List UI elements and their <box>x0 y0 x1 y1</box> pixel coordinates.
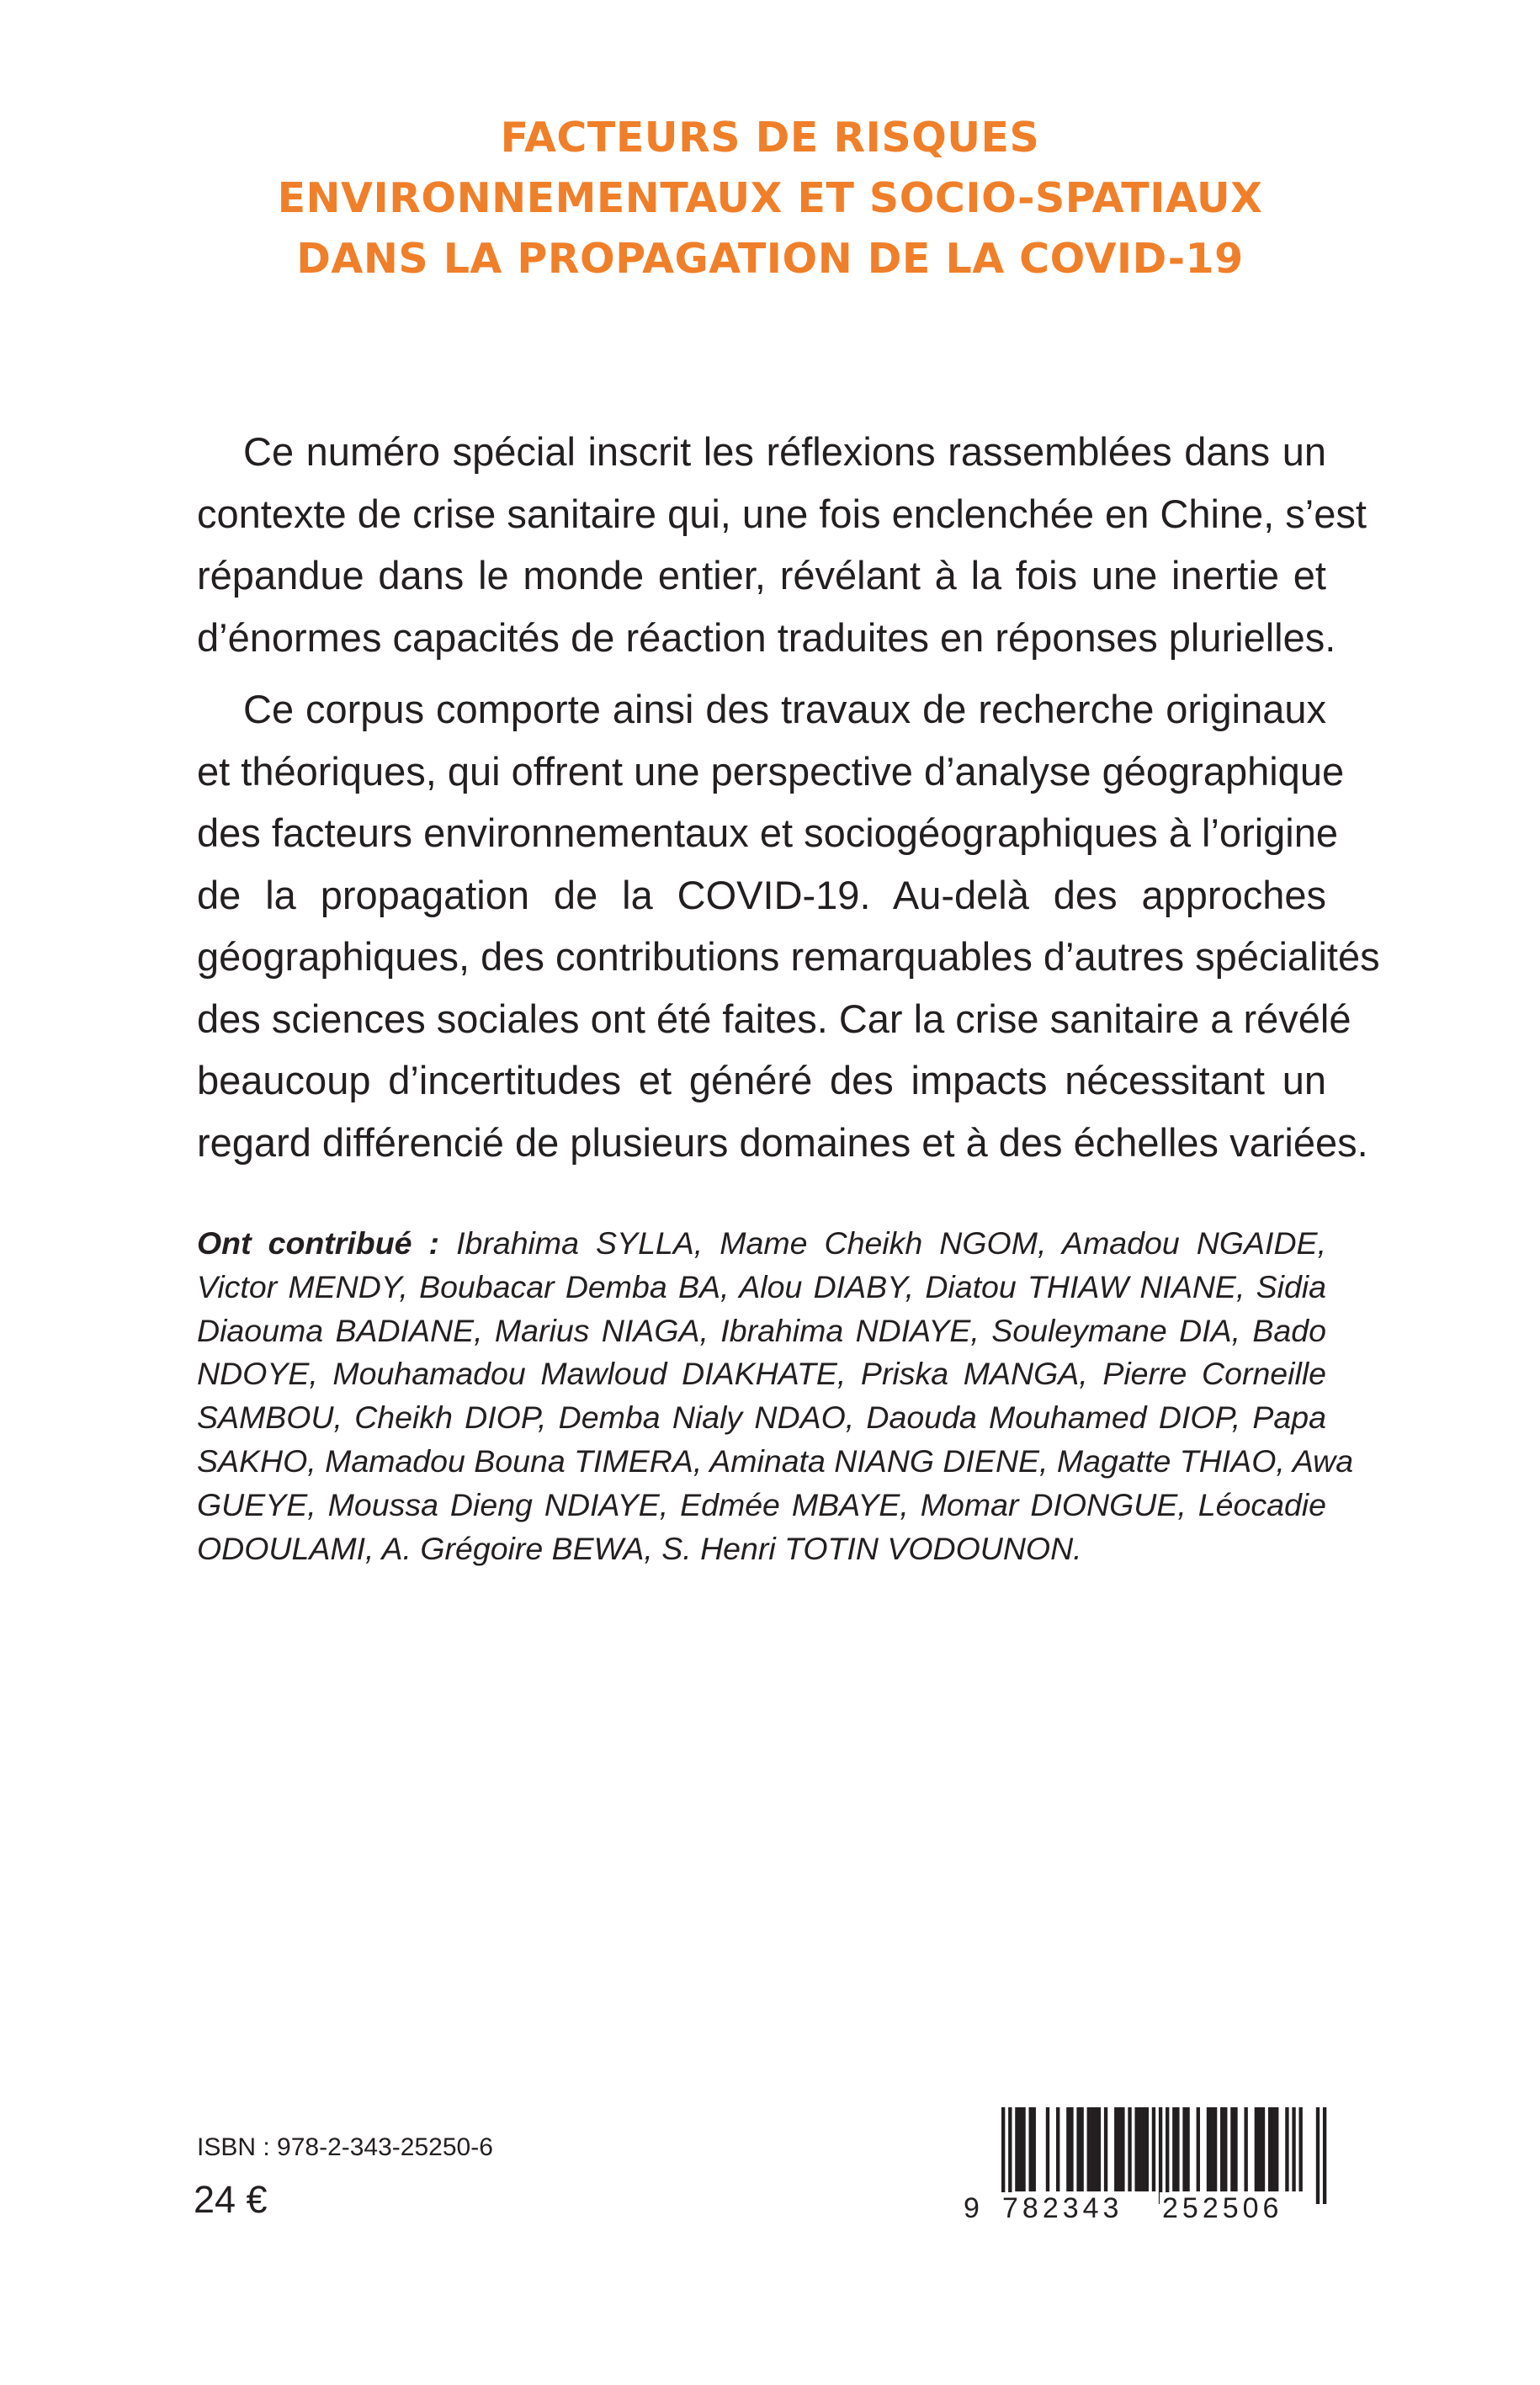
barcode-bar <box>1097 2107 1101 2191</box>
contributors-line: Diaouma BADIANE, Marius NIAGA, Ibrahima NDIAYE, Souleymane DIA, Bado <box>197 1312 1326 1348</box>
barcode-bar <box>1258 2107 1261 2191</box>
barcode-bar <box>1323 2107 1326 2204</box>
title-line-1: FACTEURS DE RISQUES <box>500 114 1040 162</box>
title-line-3: DANS LA PROPAGATION DE LA COVID-19 <box>296 235 1244 283</box>
barcode-bar <box>1275 2107 1278 2191</box>
contributors-line: SAMBOU, Cheikh DIOP, Demba Nialy NDAO, Daouda Mouhamed DIOP, Papa <box>197 1400 1326 1436</box>
barcode-digits <box>966 2192 1330 2226</box>
barcode-bar <box>1094 2107 1097 2191</box>
barcode-bar <box>1076 2107 1080 2191</box>
barcode-bar <box>1080 2107 1083 2191</box>
contributors-line: SAKHO, Mamadou Bouna TIMERA, Aminata NIANG DIENE, Magatte THIAO, Awa <box>197 1442 1354 1479</box>
book-title <box>109 108 1431 289</box>
barcode-digits-group-2: 252506 <box>1160 2192 1285 2225</box>
barcode-bar <box>1272 2107 1275 2191</box>
contributors-line <box>197 1222 1326 1266</box>
barcode-bar <box>1022 2107 1025 2191</box>
barcode-bar <box>1182 2107 1186 2191</box>
barcode-bar <box>1118 2107 1121 2191</box>
barcode-bar <box>1152 2107 1155 2191</box>
text-line: d’énormes capacités de réaction traduites en réponses plurielles. <box>197 614 1336 660</box>
barcode-bar <box>1298 2107 1302 2191</box>
text-line: regard différencié de plusieurs domaines et à des échelles variées. <box>197 1119 1368 1165</box>
text-line: beaucoup d’incertitudes et généré des impacts nécessitant un <box>197 1058 1326 1102</box>
barcode-bar <box>1087 2107 1091 2191</box>
barcode-bar <box>1104 2107 1107 2191</box>
barcode-bar <box>1224 2107 1227 2191</box>
price: 24 € <box>194 2178 268 2221</box>
barcode-bar <box>1001 2107 1005 2204</box>
contributors-line: GUEYE, Moussa Dieng NDIAYE, Edmée MBAYE, Momar DIONGUE, Léocadie <box>197 1486 1326 1522</box>
barcode-bar <box>1114 2107 1118 2191</box>
barcode-bar <box>1046 2107 1049 2191</box>
text-line: de la propagation de la COVID-19. Au-delà des approches <box>197 872 1326 917</box>
barcode-bar <box>1230 2107 1234 2191</box>
barcode-bar <box>1145 2107 1149 2191</box>
title-line-2: ENVIRONNEMENTAUX ET SOCIO-SPATIAUX <box>277 174 1263 222</box>
barcode-bar <box>1091 2107 1094 2191</box>
contributors-line: NDOYE, Mouhamadou Mawloud DIAKHATE, Priska MANGA, Pierre Corneille <box>197 1356 1326 1392</box>
contributors-names: Ibrahima SYLLA, Mame Cheikh NGOM, Amadou NGAIDE, <box>439 1225 1326 1261</box>
barcode-bar <box>1159 2107 1162 2204</box>
barcode-bar <box>1015 2107 1018 2191</box>
barcode-bar <box>1029 2107 1033 2191</box>
text-line: des facteurs environnementaux et sociogéographiques à l’origine <box>197 810 1339 855</box>
barcode-bar <box>1066 2107 1070 2191</box>
barcode-bar <box>1316 2107 1320 2204</box>
contributors-line: ODOULAMI, A. Grégoire BEWA, S. Henri TOTIN VODOUNON. <box>197 1530 1082 1566</box>
barcode-bar <box>1207 2107 1210 2191</box>
barcode-bar <box>1220 2107 1224 2191</box>
barcode-bar <box>1285 2107 1288 2191</box>
barcode-bar <box>1172 2107 1176 2191</box>
barcode-bar <box>1176 2107 1179 2191</box>
text-line: répandue dans le monde entier, révélant à la fois une inertie et <box>197 553 1326 598</box>
barcode-bar <box>1121 2107 1124 2191</box>
barcode-bar <box>1197 2107 1200 2191</box>
barcode-bar <box>1166 2107 1169 2204</box>
barcode-bar <box>1255 2107 1258 2191</box>
barcode-bar <box>1292 2107 1295 2191</box>
isbn-number: ISBN : 978-2-343-25250-6 <box>197 2133 493 2161</box>
text-line: géographiques, des contributions remarquables d’autres spécialités <box>197 934 1380 979</box>
barcode-bar <box>1210 2107 1213 2191</box>
barcode-bar <box>1033 2107 1036 2191</box>
summary-paragraph-2 <box>197 678 1380 1173</box>
barcode-digit-first: 9 <box>961 2192 982 2225</box>
barcode-bar <box>1018 2107 1022 2191</box>
text-line: et théoriques, qui offrent une perspective d’analyse géographique <box>197 748 1345 794</box>
barcode-bar <box>1008 2107 1012 2204</box>
barcode-bar <box>1244 2107 1247 2191</box>
barcode-bars <box>966 2107 1330 2204</box>
contributors-line: Victor MENDY, Boubacar Demba BA, Alou DIABY, Diatou THIAW NIANE, Sidia <box>197 1268 1326 1304</box>
text-line: Ce numéro spécial inscrit les réflexions rassemblées dans un <box>243 429 1326 474</box>
barcode-bar <box>1186 2107 1189 2191</box>
barcode-bar <box>1234 2107 1237 2191</box>
barcode-bar <box>1128 2107 1131 2191</box>
text-line: Ce corpus comporte ainsi des travaux de recherche originaux <box>243 687 1326 731</box>
barcode-bar <box>1261 2107 1265 2191</box>
contributors-label: Ont contribué : <box>197 1225 440 1261</box>
barcode-bar <box>1139 2107 1142 2191</box>
barcode-bar <box>1213 2107 1217 2191</box>
barcode-bar <box>1134 2107 1138 2191</box>
barcode-bar <box>1268 2107 1272 2191</box>
text-line: des sciences sociales ont été faites. Car la crise sanitaire a révélé <box>197 996 1351 1041</box>
barcode-bar <box>1056 2107 1059 2191</box>
text-line: contexte de crise sanitaire qui, une fois enclenchée en Chine, s’est <box>197 491 1367 536</box>
barcode-bar <box>1142 2107 1145 2191</box>
summary-paragraph-1 <box>197 421 1367 668</box>
barcode-bar <box>1070 2107 1073 2191</box>
contributors-block <box>197 1222 1354 1570</box>
barcode-digits-group-1: 782343 <box>1000 2192 1125 2225</box>
